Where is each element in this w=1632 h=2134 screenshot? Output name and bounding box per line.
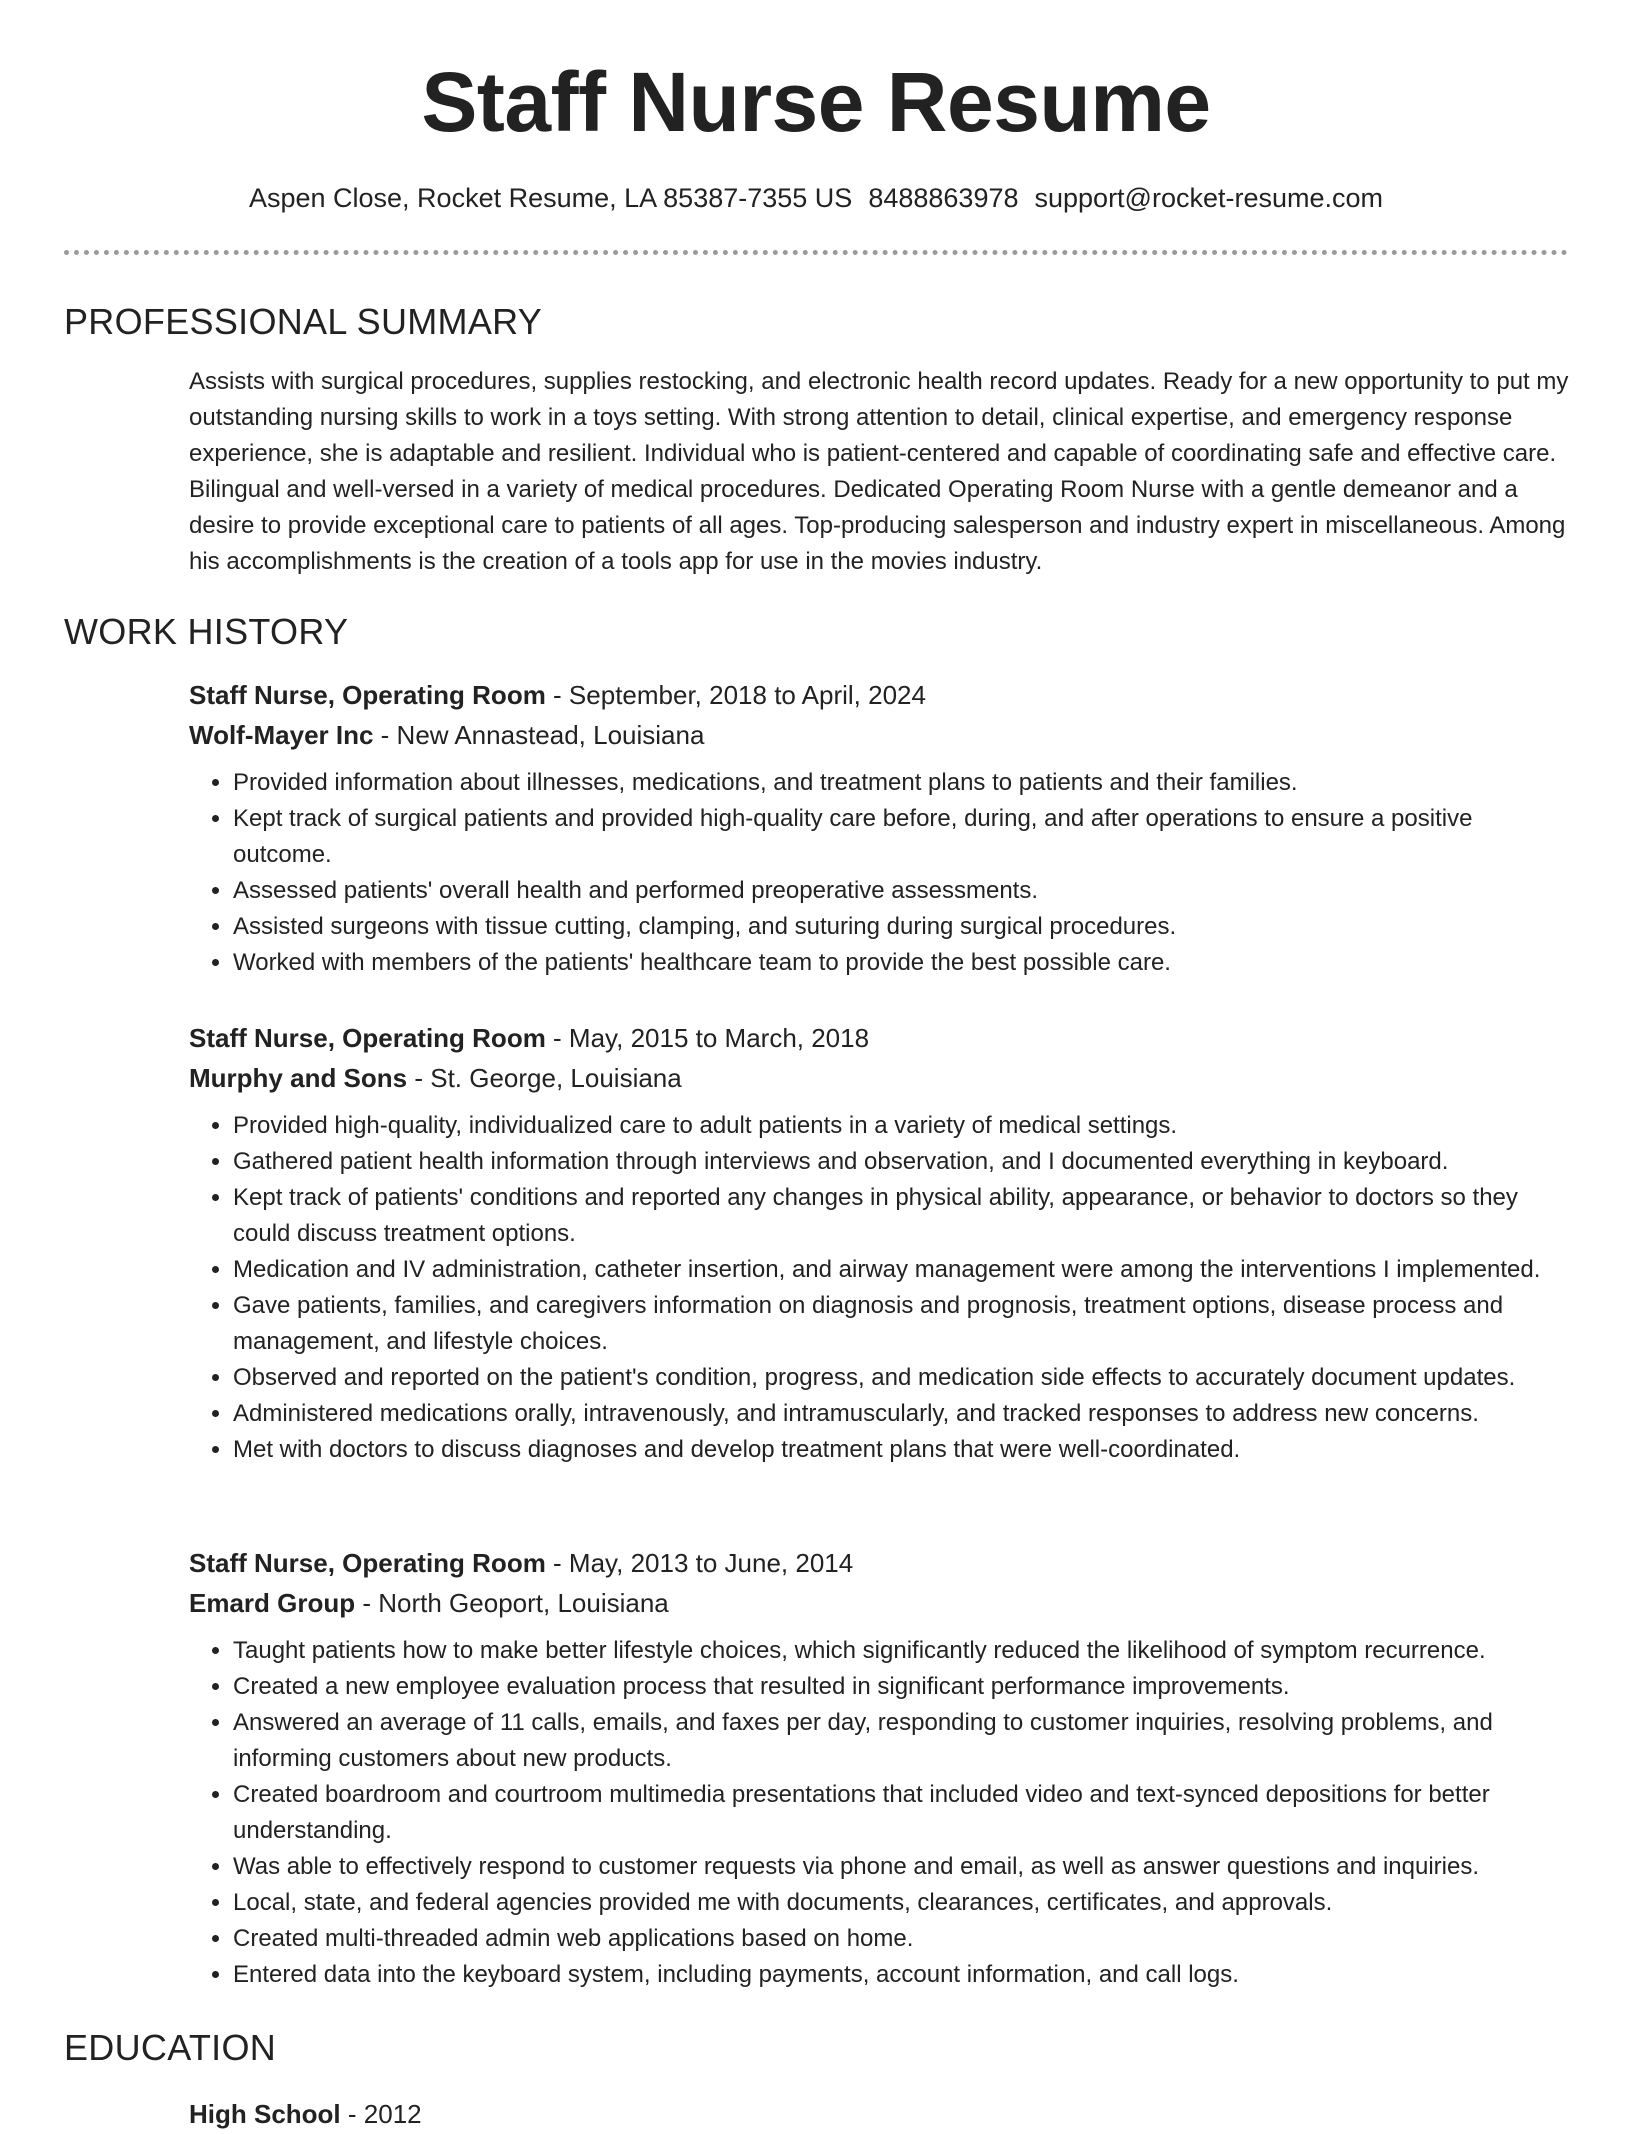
- job-duties-list: [189, 1633, 1569, 1993]
- education-year: - 2012: [340, 2099, 422, 2129]
- job-duty: • Assessed patients' overall health and performed preoperative assessments.: [233, 873, 1569, 909]
- summary-heading: PROFESSIONAL SUMMARY: [64, 301, 543, 342]
- job-duty: • Medication and IV administration, catheter insertion, and airway management were among the interventions I implemented.: [233, 1252, 1569, 1288]
- education-degree: High School: [189, 2099, 341, 2129]
- work-history-heading: WORK HISTORY: [64, 611, 349, 652]
- job-location: - New Annastead, Louisiana: [373, 720, 705, 750]
- job-duty: • Worked with members of the patients' healthcare team to provide the best possible care.: [233, 945, 1569, 981]
- job-title-line: [189, 1543, 1569, 1583]
- contact-line: [0, 180, 1632, 216]
- education-entry: [189, 2094, 422, 2134]
- resume-title: Staff Nurse Resume: [421, 55, 1211, 149]
- job-duty: • Observed and reported on the patient's condition, progress, and medication side effects to accurately document updates.: [233, 1360, 1569, 1396]
- job-location: - St. George, Louisiana: [407, 1063, 682, 1093]
- job-duty: • Answered an average of 11 calls, emails, and faxes per day, responding to customer inquiries, resolving problems, and informing customers about new products.: [233, 1705, 1569, 1777]
- contact-address: Aspen Close, Rocket Resume, LA 85387-7355 US: [248, 183, 853, 213]
- job-title-line: [189, 1018, 1569, 1058]
- job-title: Staff Nurse, Operating Room: [189, 680, 546, 710]
- job-duty: • Was able to effectively respond to customer requests via phone and email, as well as answer questions and inquiries.: [233, 1849, 1569, 1885]
- job-duty: • Taught patients how to make better lifestyle choices, which significantly reduced the likelihood of symptom recurrence.: [233, 1633, 1569, 1669]
- job-duty: • Kept track of surgical patients and provided high-quality care before, during, and after operations to ensure a positive outcome.: [233, 801, 1569, 873]
- job-duty: • Administered medications orally, intravenously, and intramuscularly, and tracked responses to address new concerns.: [233, 1396, 1569, 1432]
- job-dates: - May, 2013 to June, 2014: [545, 1548, 854, 1578]
- job-entry: [189, 675, 1569, 981]
- contact-phone: 8488863978: [868, 183, 1019, 213]
- job-company-line: [189, 1058, 1569, 1098]
- job-duty: • Created a new employee evaluation process that resulted in significant performance improvements.: [233, 1669, 1569, 1705]
- job-duty: • Assisted surgeons with tissue cutting, clamping, and suturing during surgical procedures.: [233, 909, 1569, 945]
- job-duty: • Met with doctors to discuss diagnoses and develop treatment plans that were well-coordinated.: [233, 1432, 1569, 1468]
- job-company: Wolf-Mayer Inc: [189, 720, 374, 750]
- job-duty: • Entered data into the keyboard system, including payments, account information, and call logs.: [233, 1957, 1569, 1993]
- job-duty: • Local, state, and federal agencies provided me with documents, clearances, certificates, and approvals.: [233, 1885, 1569, 1921]
- job-duty: • Created multi-threaded admin web applications based on home.: [233, 1921, 1569, 1957]
- job-dates: - May, 2015 to March, 2018: [545, 1023, 870, 1053]
- header-divider: [64, 250, 1568, 255]
- job-entry: [189, 1543, 1569, 1993]
- job-title: Staff Nurse, Operating Room: [189, 1023, 546, 1053]
- job-location: - North Geoport, Louisiana: [355, 1588, 669, 1618]
- job-company: Murphy and Sons: [189, 1063, 408, 1093]
- job-entry: [189, 1018, 1569, 1468]
- job-duty: • Gave patients, families, and caregivers information on diagnosis and prognosis, treatment options, disease process and management, and lifestyle choices.: [233, 1288, 1569, 1360]
- summary-text: Assists with surgical procedures, supplies restocking, and electronic health record updates. Ready for a new opportunity to put my outstanding nursing skills to work in a toys setting. With strong attention to detail, clinical expertise, and emergency response experience, she is adaptable and resilient. Individual who is patient-centered and capable of coordinating safe and effective care. Bilingual and well-versed in a variety of medical procedures. Dedicated Operating Room Nurse with a gentle demeanor and a desire to provide exceptional care to patients of all ages. Top-producing salesperson and industry expert in miscellaneous. Among his accomplishments is the creation of a tools app for use in the movies industry.: [189, 368, 1569, 575]
- job-duty: • Kept track of patients' conditions and reported any changes in physical ability, appearance, or behavior to doctors so they could discuss treatment options.: [233, 1180, 1569, 1252]
- job-duties-list: [189, 1108, 1569, 1468]
- contact-email: support@rocket-resume.com: [1034, 183, 1384, 213]
- job-duty: • Created boardroom and courtroom multimedia presentations that included video and text-synced depositions for better understanding.: [233, 1777, 1569, 1849]
- job-duty: • Provided information about illnesses, medications, and treatment plans to patients and their families.: [233, 765, 1569, 801]
- job-title: Staff Nurse, Operating Room: [189, 1548, 546, 1578]
- job-duties-list: [189, 765, 1569, 981]
- job-company: Emard Group: [189, 1588, 356, 1618]
- job-title-line: [189, 675, 1569, 715]
- job-dates: - September, 2018 to April, 2024: [545, 680, 926, 710]
- job-duty: • Gathered patient health information through interviews and observation, and I documented everything in keyboard.: [233, 1144, 1569, 1180]
- education-heading: EDUCATION: [64, 2027, 277, 2068]
- job-company-line: [189, 715, 1569, 755]
- job-duty: • Provided high-quality, individualized care to adult patients in a variety of medical settings.: [233, 1108, 1569, 1144]
- job-company-line: [189, 1583, 1569, 1623]
